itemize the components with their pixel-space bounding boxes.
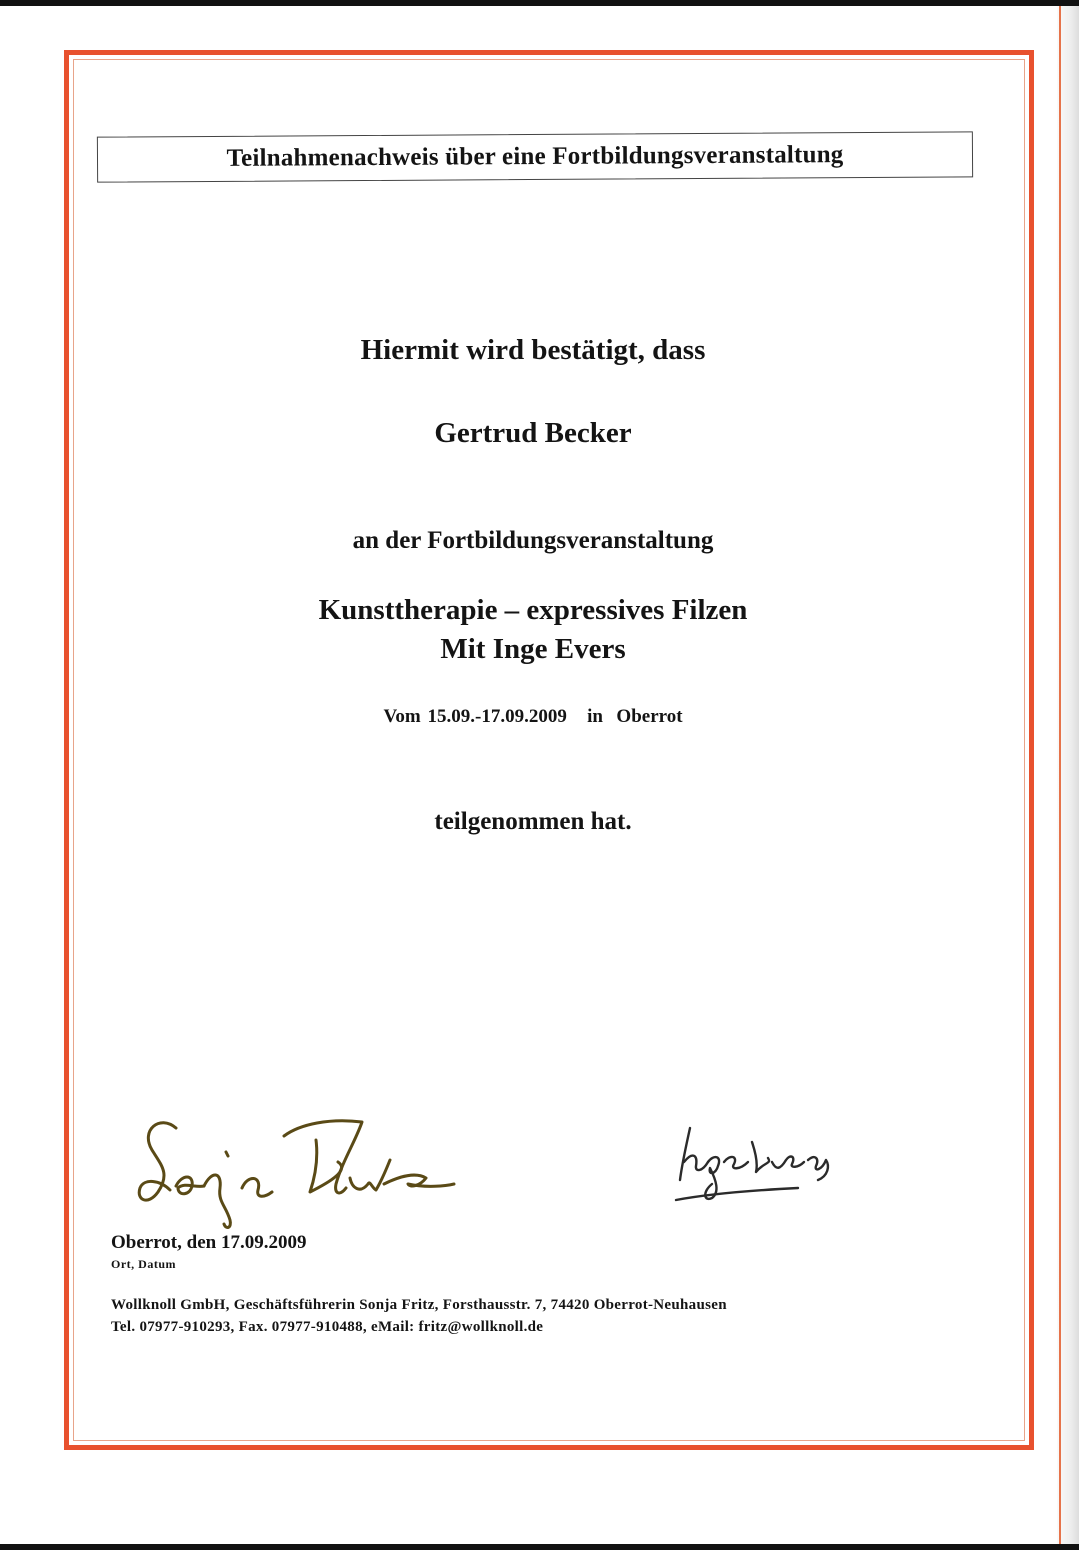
signature-sonja-fritz bbox=[130, 1100, 460, 1230]
closing-text: teilgenommen hat. bbox=[434, 808, 632, 835]
certificate-title: Teilnahmenachweis über eine Fortbildungsveranstaltung bbox=[226, 141, 844, 172]
place-date: Oberrot, den 17.09.2009 bbox=[111, 1232, 307, 1253]
confirmation-text: Hiermit wird bestätigt, dass bbox=[360, 334, 706, 366]
paper-edge-line bbox=[1059, 6, 1061, 1544]
company-contact: Tel. 07977-910293, Fax. 07977-910488, eMail: fritz@wollknoll.de bbox=[111, 1319, 544, 1335]
place-date-label: Ort, Datum bbox=[111, 1257, 176, 1271]
company-address: Wollknoll GmbH, Geschäftsführerin Sonja Fritz, Forsthausstr. 7, 74420 Oberrot-Neuhausen bbox=[111, 1297, 727, 1313]
header-box bbox=[97, 131, 973, 182]
event-intro: an der Fortbildungsveranstaltung bbox=[352, 527, 714, 554]
signature-inge-evers bbox=[668, 1118, 833, 1208]
date-location: Vom 15.09.-17.09.2009 in Oberrot bbox=[383, 706, 683, 727]
participant-name: Gertrud Becker bbox=[434, 417, 632, 449]
course-title: Kunsttherapie – expressives Filzen bbox=[318, 594, 748, 626]
instructor-line: Mit Inge Evers bbox=[440, 633, 626, 665]
